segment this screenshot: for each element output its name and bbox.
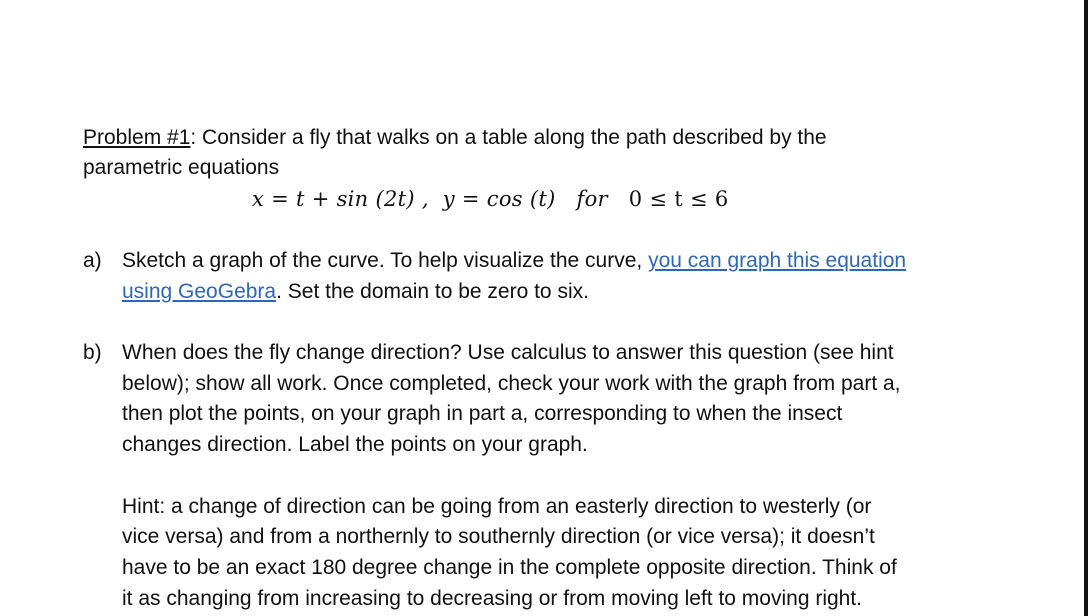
equation-range: 0 ≤ t ≤ 6	[628, 187, 729, 211]
hint-line: it as changing from increasing to decreasing or from moving left to moving right.	[122, 587, 863, 610]
scrollbar-edge	[1084, 0, 1088, 616]
part-a-line-2	[122, 277, 589, 307]
part-b-marker: b)	[83, 341, 102, 364]
hint-line: have to be an exact 180 degree change in the complete opposite direction. Think of	[122, 556, 897, 579]
problem-intro-line-2: parametric equations	[83, 156, 280, 179]
problem-intro-line-1	[83, 123, 827, 153]
geogebra-link-part-1[interactable]: you can graph this equation	[648, 249, 907, 272]
part-a-line-1	[122, 246, 906, 276]
part-a-text: Sketch a graph of the curve. To help visualize the curve,	[122, 249, 649, 272]
equation-for-word: for	[576, 187, 608, 211]
part-b-line: changes direction. Label the points on your graph.	[122, 433, 588, 456]
problem-heading: Problem #1	[83, 126, 191, 149]
hint-line: vice versa) and from a northernly to southernly direction (or vice versa); it doesn’t	[122, 525, 875, 548]
part-b-line: When does the fly change direction? Use calculus to answer this question (see hint	[122, 341, 894, 364]
part-b-line: below); show all work. Once completed, check your work with the graph from part a,	[122, 372, 901, 395]
part-a-marker: a)	[83, 249, 102, 272]
part-b-line: then plot the points, on your graph in part a, corresponding to when the insect	[122, 402, 843, 425]
parametric-equation	[252, 184, 729, 214]
equation-y-part: y = cos (t)	[442, 187, 556, 211]
hint-line: Hint: a change of direction can be going from an easterly direction to westerly (or	[122, 495, 872, 518]
part-a-text-rest: . Set the domain to be zero to six.	[276, 280, 589, 303]
problem-intro-text: : Consider a fly that walks on a table along the path described by the	[190, 126, 827, 149]
equation-x-part: x = t + sin (2t) ,	[252, 187, 429, 211]
geogebra-link-part-2[interactable]: using GeoGebra	[122, 280, 277, 303]
